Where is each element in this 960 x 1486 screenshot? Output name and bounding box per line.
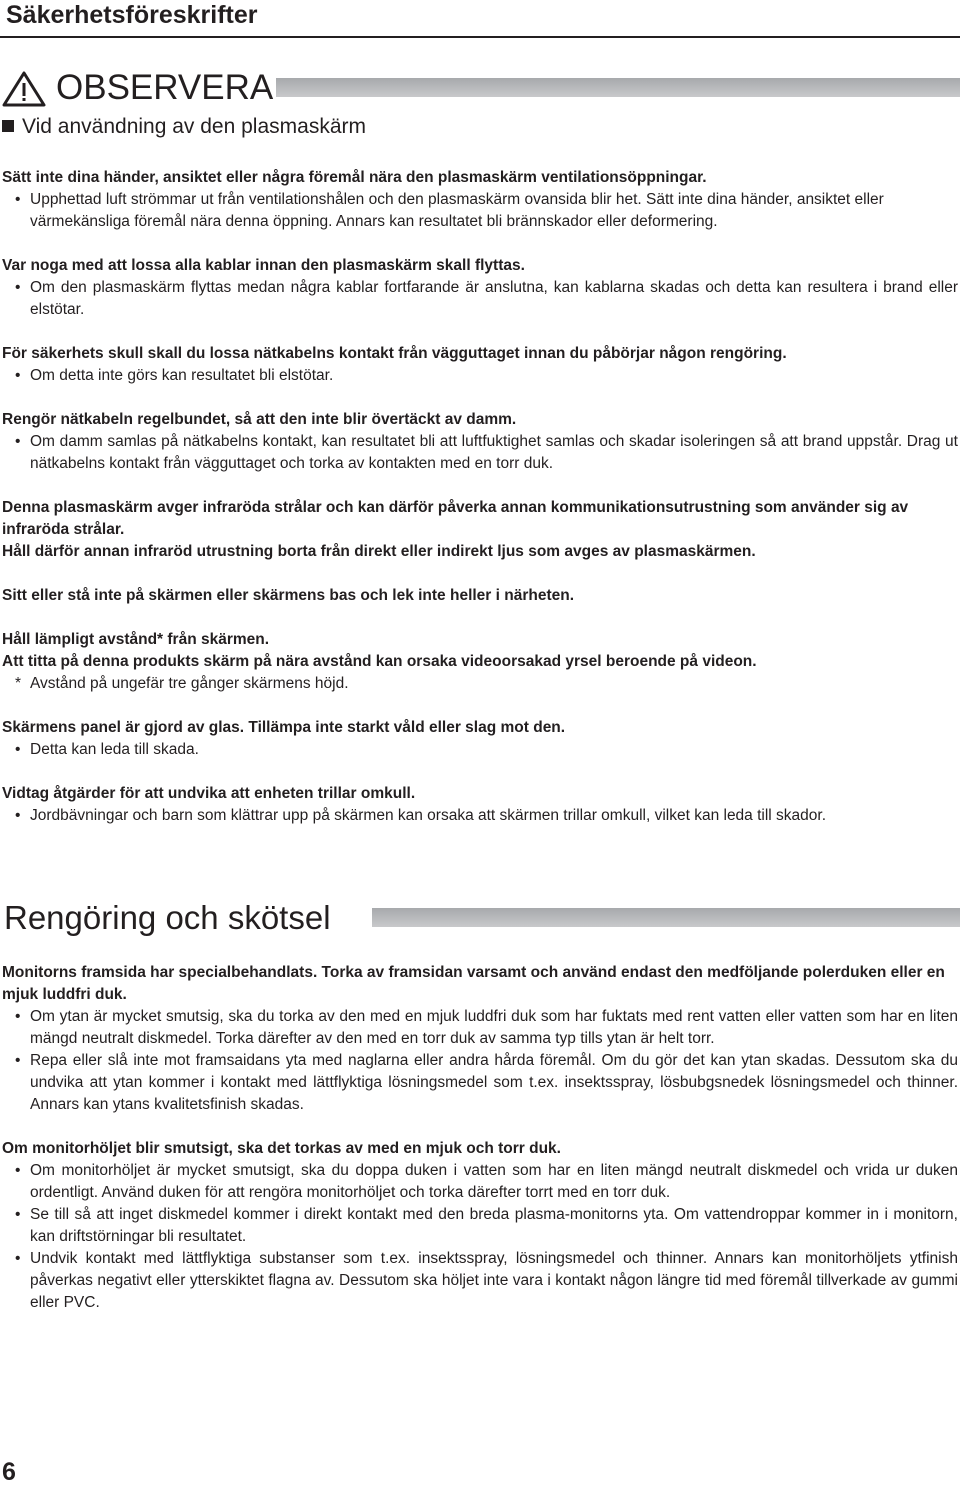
cleaning-heading: [0, 896, 960, 940]
square-bullet-icon: [2, 120, 14, 132]
block-heading: Skärmens panel är gjord av glas. Tillämpa inte starkt våld eller slag mot den.: [2, 719, 566, 736]
section-title: Vid användning av den plasmaskärm: [22, 115, 366, 138]
block-heading: Om monitorhöljet blir smutsigt, ska det torkas av med en mjuk och torr duk.: [2, 1140, 561, 1157]
bullet-item: • Om detta inte görs kan resultatet bli elstötar.: [2, 365, 958, 387]
bullet-dot: •: [15, 1162, 21, 1179]
section-heading: [2, 114, 366, 140]
block-heading: Att titta på denna produkts skärm på nära avstånd kan orsaka videoorsakad yrsel beroende på videon.: [2, 653, 757, 670]
heading-bar: [372, 908, 960, 927]
bullet-item: • Om den plasmaskärm flyttas medan några kablar fortfarande är anslutna, kan kablarna skadas och detta kan resultera i brand eller elstötar.: [15, 279, 958, 318]
block-heading: Vidtag åtgärder för att undvika att enheten trillar omkull.: [2, 785, 416, 802]
bullet-dot: •: [15, 191, 21, 208]
bullet-dot: •: [15, 433, 21, 450]
block-heading: För säkerhets skull skall du lossa nätkabelns kontakt från vägguttaget innan du påbörjar någon rengöring.: [2, 345, 787, 362]
block-heading: Var noga med att lossa alla kablar innan den plasmaskärm skall flyttas.: [2, 257, 525, 274]
block-heading: Sitt eller stå inte på skärmen eller skärmens bas och lek inte heller i närheten.: [2, 587, 575, 604]
block-heading: Sätt inte dina händer, ansiktet eller några föremål nära den plasmaskärm ventilationsöppningar.: [2, 169, 707, 186]
block-heading: Håll lämpligt avstånd* från skärmen.: [2, 631, 270, 648]
bullet-dot: •: [15, 1206, 21, 1223]
bullet-item: • Om monitorhöljet är mycket smutsigt, ska du doppa duken i vatten som har en liten mängd neutralt diskmedel och vrida ur duken ordentligt. Använd duken för att rengöra monitorhöljet och torka därefter torrt med en torr duk.: [15, 1162, 958, 1201]
bullet-dot: •: [15, 741, 21, 758]
bullet-item: • Repa eller slå inte mot framsaidans yta med naglarna eller andra hårda föremål. Om du gör det kan ytan skadas. Dessutom ska du undvika att ytan kommer i kontakt med lättflyktiga lösningsmedel som t.ex. insektsspray, lösbubgsnedek lösningsmedel och thinner. Annars kan ytans kvalitetsfinish skadas.: [15, 1052, 958, 1113]
cleaning-title: Rengöring och skötsel: [4, 899, 331, 936]
bullet-dot: •: [15, 1052, 21, 1069]
bullet-item: • Jordbävningar och barn som klättrar upp på skärmen kan orsaka att skärmen trillar omkull, vilket kan leda till skador.: [2, 805, 958, 827]
page-number: 6: [2, 1458, 16, 1486]
bullet-item: • Se till så att inget diskmedel kommer i direkt kontakt med den breda plasma-monitorns yta. Om vattendroppar kommer in i monitorn, kan driftstörningar bli resultatet.: [15, 1206, 958, 1245]
bullet-item: • Detta kan leda till skada.: [2, 739, 958, 761]
cleaning-content: [2, 962, 958, 1314]
heading-bar: [276, 78, 960, 97]
bullet-item: • Om ytan är mycket smutsig, ska du torka av den med en mjuk luddfri duk som har fuktats med rent vatten eller vatten som har en liten mängd neutralt diskmedel. Torka därefter av den med en torr duk av samma typ tills ytan är helt torr.: [15, 1008, 958, 1047]
block-heading: Denna plasmaskärm avger infraröda strålar och kan därför påverka annan kommunikationsutrustning som använder sig av infraröda strålar.: [2, 499, 909, 538]
footnote-mark: *: [15, 675, 22, 692]
page-header: [0, 0, 960, 38]
bullet-dot: •: [15, 807, 21, 824]
bullet-item: • Om damm samlas på nätkabelns kontakt, kan resultatet bli att luftfuktighet samlas och skadar isoleringen så att brand uppstår. Drag ut nätkabelns kontakt från vägguttaget och torka av kontakten med en torr duk.: [15, 433, 958, 472]
bullet-item: • Upphettad luft strömmar ut från ventilationshålen och den plasmaskärm ovansida blir het. Sätt inte dina händer, ansiktet eller värmekänsliga föremål nära denna öppning. Annars kan resultatet bli brännskador eller deformering.: [15, 191, 884, 230]
block-heading: Håll därför annan infraröd utrustning borta från direkt eller indirekt ljus som avges av plasmaskärmen.: [2, 543, 756, 560]
bullet-dot: •: [15, 1008, 21, 1025]
bullet-dot: •: [15, 279, 21, 296]
bullet-item: • Undvik kontakt med lättflyktiga substanser som t.ex. insektsspray, lösningsmedel och thinner. Annars kan monitorhöljets ytfinish påverkas negativt eller ytterskiktet flagna av. Dessutom ska höljet inte vara i kontakt någon längre tid med föremål tillverkade av gummi eller PVC.: [15, 1250, 958, 1311]
block-heading: Monitorns framsida har specialbehandlats. Torka av framsidan varsamt och använd endast den medföljande polerduken eller en mjuk luddfri duk.: [2, 964, 945, 1003]
block-heading: Rengör nätkabeln regelbundet, så att den inte blir övertäckt av damm.: [2, 411, 517, 428]
observera-heading: [0, 68, 960, 108]
bullet-dot: •: [15, 367, 21, 384]
bullet-dot: •: [15, 1250, 21, 1267]
page-title: Säkerhetsföreskrifter: [6, 1, 258, 29]
observera-title: OBSERVERA: [56, 68, 274, 107]
warning-triangle-icon: [2, 71, 46, 107]
footnote-item: * Avstånd på ungefär tre gånger skärmens höjd.: [2, 673, 958, 695]
safety-content: [2, 167, 958, 827]
